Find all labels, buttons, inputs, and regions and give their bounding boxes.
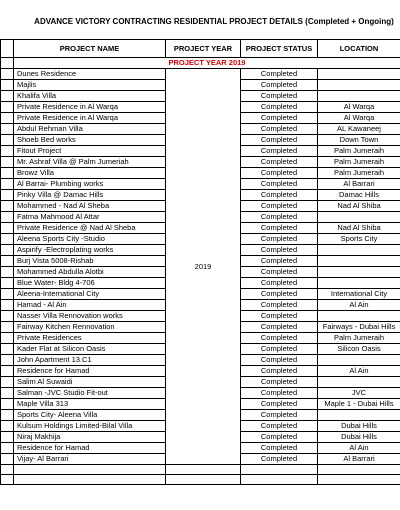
- project-name-cell: Residence for Hamad: [14, 443, 166, 454]
- location-cell: [318, 245, 400, 256]
- project-status-cell: Completed: [241, 366, 318, 377]
- row-index-cell: [1, 410, 14, 421]
- location-cell: [318, 267, 400, 278]
- row-index-cell: [1, 432, 14, 443]
- project-status-cell: Completed: [241, 432, 318, 443]
- row-index-cell: [1, 245, 14, 256]
- row-index-cell: [1, 69, 14, 80]
- project-name-cell: Aleena Sports City -Studio: [14, 234, 166, 245]
- project-status-cell: Completed: [241, 300, 318, 311]
- row-index-cell: [1, 146, 14, 157]
- location-cell: [318, 410, 400, 421]
- project-status-cell: Completed: [241, 234, 318, 245]
- project-status-cell: Completed: [241, 179, 318, 190]
- empty-cell: [241, 465, 318, 475]
- row-index-cell: [1, 333, 14, 344]
- row-index-cell: [1, 377, 14, 388]
- location-cell: [318, 355, 400, 366]
- project-name-cell: Maple Villa 313: [14, 399, 166, 410]
- project-name-cell: Fairway Kitchen Rennovation: [14, 322, 166, 333]
- project-name-cell: Private Residences: [14, 333, 166, 344]
- empty-cell: [166, 475, 241, 485]
- row-index-cell: [1, 443, 14, 454]
- empty-cell: [14, 475, 166, 485]
- project-status-cell: Completed: [241, 124, 318, 135]
- row-index-cell: [1, 355, 14, 366]
- location-header: LOCATION: [318, 40, 400, 58]
- project-status-cell: Completed: [241, 443, 318, 454]
- project-name-cell: Vijay- Al Barrari: [14, 454, 166, 465]
- project-table: [0, 39, 400, 485]
- location-cell: Palm Jumeraih: [318, 168, 400, 179]
- location-cell: [318, 377, 400, 388]
- project-name-cell: Fitout Project: [14, 146, 166, 157]
- row-index-cell: [1, 157, 14, 168]
- row-index-cell: [1, 344, 14, 355]
- project-name-cell: Majlis: [14, 80, 166, 91]
- project-name-cell: Mohammed - Nad Al Sheba: [14, 201, 166, 212]
- project-status-cell: Completed: [241, 157, 318, 168]
- table-header-row: [1, 40, 400, 58]
- location-cell: [318, 256, 400, 267]
- project-status-cell: Completed: [241, 278, 318, 289]
- row-index-cell: [1, 300, 14, 311]
- project-name-cell: Mr. Ashraf Villa @ Palm Jumeriah: [14, 157, 166, 168]
- project-status-cell: Completed: [241, 311, 318, 322]
- project-year-cell: 2019: [166, 69, 241, 465]
- project-status-cell: Completed: [241, 355, 318, 366]
- table-row: [1, 69, 400, 80]
- project-name-cell: Hamad - Al Ain: [14, 300, 166, 311]
- row-index-cell: [1, 289, 14, 300]
- row-index-cell: [1, 256, 14, 267]
- location-cell: [318, 278, 400, 289]
- project-name-cell: Blue Water- Bldg 4-706: [14, 278, 166, 289]
- empty-cell: [14, 465, 166, 475]
- location-cell: Al Warqa: [318, 102, 400, 113]
- project-status-cell: Completed: [241, 69, 318, 80]
- location-cell: [318, 91, 400, 102]
- project-year-header: PROJECT YEAR: [166, 40, 241, 58]
- project-name-cell: Residence for Hamad: [14, 366, 166, 377]
- project-status-cell: Completed: [241, 454, 318, 465]
- project-status-cell: Completed: [241, 168, 318, 179]
- row-index-cell: [1, 91, 14, 102]
- project-name-cell: Sports City- Aleena Villa: [14, 410, 166, 421]
- project-status-cell: Completed: [241, 421, 318, 432]
- location-cell: Palm Jumeraih: [318, 146, 400, 157]
- location-cell: Nad Al Shiba: [318, 223, 400, 234]
- project-status-cell: Completed: [241, 223, 318, 234]
- row-index-cell: [1, 113, 14, 124]
- location-cell: Al Ain: [318, 300, 400, 311]
- row-index-cell: [1, 454, 14, 465]
- project-name-header: PROJECT NAME: [14, 40, 166, 58]
- location-cell: [318, 311, 400, 322]
- project-name-cell: Burj Vista 5008-Rishab: [14, 256, 166, 267]
- project-status-cell: Completed: [241, 113, 318, 124]
- project-status-header: PROJECT STATUS: [241, 40, 318, 58]
- project-status-cell: Completed: [241, 212, 318, 223]
- project-name-cell: Browz Villa: [14, 168, 166, 179]
- project-name-cell: Private Residence in Al Warqa: [14, 113, 166, 124]
- project-status-cell: Completed: [241, 388, 318, 399]
- project-status-cell: Completed: [241, 289, 318, 300]
- project-status-cell: Completed: [241, 377, 318, 388]
- location-cell: Damac Hills: [318, 190, 400, 201]
- project-name-cell: Shoeb Bed works: [14, 135, 166, 146]
- location-cell: Fairways - Dubai Hills: [318, 322, 400, 333]
- empty-cell: [241, 475, 318, 485]
- location-cell: [318, 212, 400, 223]
- row-index-cell: [1, 124, 14, 135]
- location-cell: Maple 1 - Dubai Hills: [318, 399, 400, 410]
- row-index-cell: [1, 322, 14, 333]
- project-name-cell: Kulsum Holdings Limited-Bilal Villa: [14, 421, 166, 432]
- project-name-cell: Private Residence in Al Warqa: [14, 102, 166, 113]
- row-index-cell: [1, 102, 14, 113]
- location-cell: AL Kawaneej: [318, 124, 400, 135]
- project-name-cell: Niraj Makhija: [14, 432, 166, 443]
- project-status-cell: Completed: [241, 322, 318, 333]
- project-name-cell: John Apartment 13.C1: [14, 355, 166, 366]
- row-index-cell: [1, 190, 14, 201]
- project-name-cell: Khalifa Villa: [14, 91, 166, 102]
- index-header: [1, 40, 14, 58]
- project-name-cell: Al Barrai- Plumbing works: [14, 179, 166, 190]
- location-cell: Sports City: [318, 234, 400, 245]
- row-index-cell: [1, 223, 14, 234]
- empty-row: [1, 465, 400, 475]
- project-name-cell: Pinky Villa @ Damac Hills: [14, 190, 166, 201]
- row-index-cell: [1, 421, 14, 432]
- row-index-cell: [1, 234, 14, 245]
- empty-cell: [1, 475, 14, 485]
- location-cell: Al Ain: [318, 366, 400, 377]
- row-index-cell: [1, 135, 14, 146]
- project-status-cell: Completed: [241, 201, 318, 212]
- project-name-cell: Private Residence @ Nad Al Sheba: [14, 223, 166, 234]
- project-status-cell: Completed: [241, 190, 318, 201]
- location-cell: Al Barrari: [318, 454, 400, 465]
- empty-row: [1, 475, 400, 485]
- empty-cell: [318, 465, 400, 475]
- project-status-cell: Completed: [241, 245, 318, 256]
- empty-cell: [318, 475, 400, 485]
- project-status-cell: Completed: [241, 333, 318, 344]
- year-section-row: [1, 58, 400, 69]
- project-status-cell: Completed: [241, 410, 318, 421]
- location-cell: Palm Jumeraih: [318, 333, 400, 344]
- project-status-cell: Completed: [241, 344, 318, 355]
- location-cell: [318, 69, 400, 80]
- project-name-cell: Mohammed Abdulla Alotbi: [14, 267, 166, 278]
- project-status-cell: Completed: [241, 91, 318, 102]
- location-cell: Dubai Hills: [318, 421, 400, 432]
- row-index-cell: [1, 179, 14, 190]
- row-index-cell: [1, 201, 14, 212]
- project-name-cell: Abdul Rehman Villa: [14, 124, 166, 135]
- location-cell: Nad Al Shiba: [318, 201, 400, 212]
- location-cell: Down Town: [318, 135, 400, 146]
- project-status-cell: Completed: [241, 267, 318, 278]
- row-index-cell: [1, 311, 14, 322]
- project-status-cell: Completed: [241, 256, 318, 267]
- project-status-cell: Completed: [241, 399, 318, 410]
- project-status-cell: Completed: [241, 102, 318, 113]
- row-index-cell: [1, 388, 14, 399]
- project-name-cell: Kader Flat at Silicon Oasis: [14, 344, 166, 355]
- location-cell: Palm Jumeraih: [318, 157, 400, 168]
- project-status-cell: Completed: [241, 80, 318, 91]
- location-cell: Dubai Hills: [318, 432, 400, 443]
- project-name-cell: Fatma Mahmood Al Attar: [14, 212, 166, 223]
- project-status-cell: Completed: [241, 146, 318, 157]
- project-name-cell: Salim Al Suwaidi: [14, 377, 166, 388]
- location-cell: JVC: [318, 388, 400, 399]
- year-section-label: PROJECT YEAR 2019: [14, 58, 400, 69]
- row-index-cell: [1, 168, 14, 179]
- project-status-cell: Completed: [241, 135, 318, 146]
- location-cell: International City: [318, 289, 400, 300]
- project-name-cell: Aleena-International City: [14, 289, 166, 300]
- location-cell: Silicon Oasis: [318, 344, 400, 355]
- document-title: ADVANCE VICTORY CONTRACTING RESIDENTIAL PROJECT DETAILS (Completed + Ongoing): [34, 17, 394, 26]
- row-index-cell: [1, 366, 14, 377]
- location-cell: Al Ain: [318, 443, 400, 454]
- location-cell: [318, 80, 400, 91]
- empty-cell: [1, 465, 14, 475]
- row-index-cell: [1, 267, 14, 278]
- location-cell: Al Warqa: [318, 113, 400, 124]
- empty-cell: [166, 465, 241, 475]
- row-index-cell: [1, 80, 14, 91]
- row-index-cell: [1, 212, 14, 223]
- project-name-cell: Dunes Residence: [14, 69, 166, 80]
- row-index-cell: [1, 399, 14, 410]
- location-cell: Al Barrari: [318, 179, 400, 190]
- project-name-cell: Aspirify -Electroplating works: [14, 245, 166, 256]
- row-index-cell: [1, 278, 14, 289]
- project-name-cell: Nasser Villa Rennovation works: [14, 311, 166, 322]
- project-name-cell: Salman -JVC Studio Fit-out: [14, 388, 166, 399]
